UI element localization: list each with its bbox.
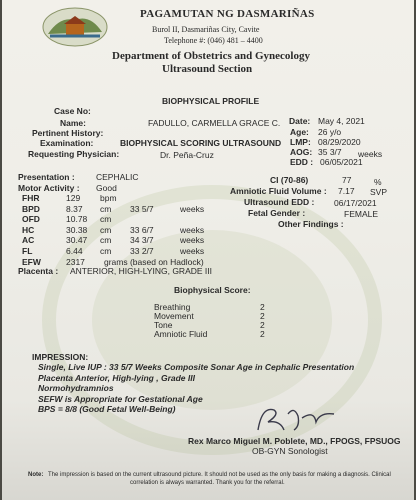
biometry-label: BPD (22, 203, 40, 214)
biometry-label: FHR (22, 193, 40, 203)
aog-value: 35 3/7 (318, 147, 342, 157)
biometry-value: 129 (66, 193, 81, 203)
department-name: Department of Obstetrics and Gynecology (112, 50, 310, 62)
biometry-unit: cm (100, 235, 112, 245)
report-sheet (2, 0, 414, 500)
biometry-value: 30.47 (66, 235, 88, 245)
other-findings-label: Other Findings : (278, 219, 344, 229)
lmp-label: LMP: (290, 137, 311, 147)
biometry-ga: 34 3/7 (130, 235, 154, 245)
biometry-value: 30.38 (66, 224, 88, 235)
impression-line: BPS = 8/8 (Good Fetal Well-Being) (38, 404, 176, 414)
efw-label: EFW (22, 257, 41, 267)
note-label: Note: (28, 472, 44, 478)
bps-item-label: Breathing (154, 302, 191, 312)
signatory-title: OB-GYN Sonologist (252, 446, 328, 456)
placenta-value: ANTERIOR, HIGH-LYING, GRADE III (70, 266, 212, 276)
gender-value: FEMALE (344, 209, 379, 219)
biometry-ga-unit: weeks (180, 235, 205, 245)
signatory-name: Rex Marco Miguel M. Poblete, MD., FPOGS, FPSUOG (188, 436, 401, 446)
institution-name: PAGAMUTAN NG DASMARIÑAS (140, 8, 315, 20)
bps-item-label: Tone (154, 320, 173, 330)
presentation-label: Presentation : (18, 172, 75, 182)
age-value: 26 y/o (318, 127, 342, 137)
biometry-ga: 33 6/7 (130, 224, 154, 235)
report-title: BIOPHYSICAL PROFILE (162, 96, 260, 106)
afv-value: 7.17 (338, 186, 355, 196)
note-text: The impression is based on the current ultrasound picture. It should not be used as the only basis for making a diagnosis. Clinical (48, 472, 391, 478)
motor-label: Motor Activity : (18, 183, 80, 193)
uedd-label: Ultrasound EDD : (244, 197, 315, 207)
edd-label: EDD : (290, 157, 314, 167)
bps-item-score: 2 (260, 311, 265, 321)
note-text-2: correlation is always warranted. Thank you for the referral. (130, 480, 285, 486)
bps-item-score: 2 (260, 329, 265, 339)
presentation-value: CEPHALIC (96, 172, 139, 182)
history-label: Pertinent History: (32, 128, 104, 138)
biometry-unit: cm (100, 214, 112, 224)
biometry-ga-unit: weeks (180, 224, 205, 235)
biometry-unit: cm (100, 224, 112, 235)
date-label: Date: (289, 116, 311, 126)
ci-unit: % (374, 177, 382, 187)
section-name: Ultrasound Section (162, 63, 253, 75)
impression-title: IMPRESSION: (32, 352, 89, 362)
afv-unit: SVP (370, 187, 388, 197)
bps-item-label: Movement (154, 311, 194, 321)
physician-label: Requesting Physician: (28, 149, 120, 159)
bps-item-score: 2 (260, 302, 265, 312)
impression-line: Placenta Anterior, High-lying , Grade III (38, 372, 195, 383)
institution-address: Burol II, Dasmariñas City, Cavite (152, 25, 260, 34)
biometry-unit: bpm (100, 193, 117, 203)
biometry-unit: cm (100, 245, 112, 256)
efw-unit: grams (based on Hadlock) (104, 257, 204, 267)
impression-line: Normohydramnios (38, 383, 114, 393)
placenta-label: Placenta : (18, 266, 59, 276)
biometry-value: 10.78 (66, 214, 88, 224)
signature-image-icon (250, 400, 340, 440)
biometry-label: AC (22, 235, 35, 245)
biometry-ga: 33 2/7 (130, 245, 154, 256)
date-value: May 4, 2021 (318, 116, 365, 126)
physician-value: Dr. Peña-Cruz (160, 150, 214, 160)
biometry-label: OFD (22, 214, 40, 224)
ci-value: 77 (342, 175, 352, 185)
age-label: Age: (290, 127, 309, 137)
case-no-label: Case No: (54, 106, 91, 116)
hospital-logo-icon (40, 6, 110, 48)
exam-label: Examination: (40, 138, 94, 148)
bps-item-score: 2 (260, 320, 265, 330)
biometry-ga-unit: weeks (180, 245, 205, 256)
impression-line: Single, Live IUP : 33 5/7 Weeks Composite Sonar Age in Cephalic Presentation (38, 362, 355, 372)
biometry-value: 8.37 (66, 203, 83, 214)
afv-label: Amniotic Fluid Volume : (230, 186, 327, 196)
biometry-unit: cm (100, 203, 112, 214)
biometry-label: FL (22, 245, 33, 256)
biometry-value: 6.44 (66, 245, 83, 256)
aog-unit: weeks (358, 149, 383, 159)
lmp-value: 08/29/2020 (318, 137, 361, 147)
biometry-ga-unit: weeks (180, 203, 205, 214)
exam-value: BIOPHYSICAL SCORING ULTRASOUND (120, 138, 282, 148)
motor-value: Good (96, 183, 117, 193)
edd-value: 06/05/2021 (320, 157, 363, 167)
efw-value: 2317 (66, 257, 85, 267)
uedd-value: 06/17/2021 (334, 198, 377, 208)
bps-item-label: Amniotic Fluid (154, 329, 208, 339)
biometry-label: HC (22, 224, 35, 235)
gender-label: Fetal Gender : (248, 208, 306, 218)
name-value: FADULLO, CARMELLA GRACE C. (148, 118, 281, 128)
institution-telephone: Telephone #: (046) 481 – 4400 (164, 36, 263, 45)
bps-title: Biophysical Score: (174, 285, 251, 295)
aog-label: AOG: (290, 147, 313, 157)
biometry-ga: 33 5/7 (130, 203, 154, 214)
name-label: Name: (60, 118, 86, 128)
ci-label: CI (70-86) (270, 175, 309, 185)
impression-line: SEFW is Appropriate for Gestational Age (38, 393, 203, 404)
